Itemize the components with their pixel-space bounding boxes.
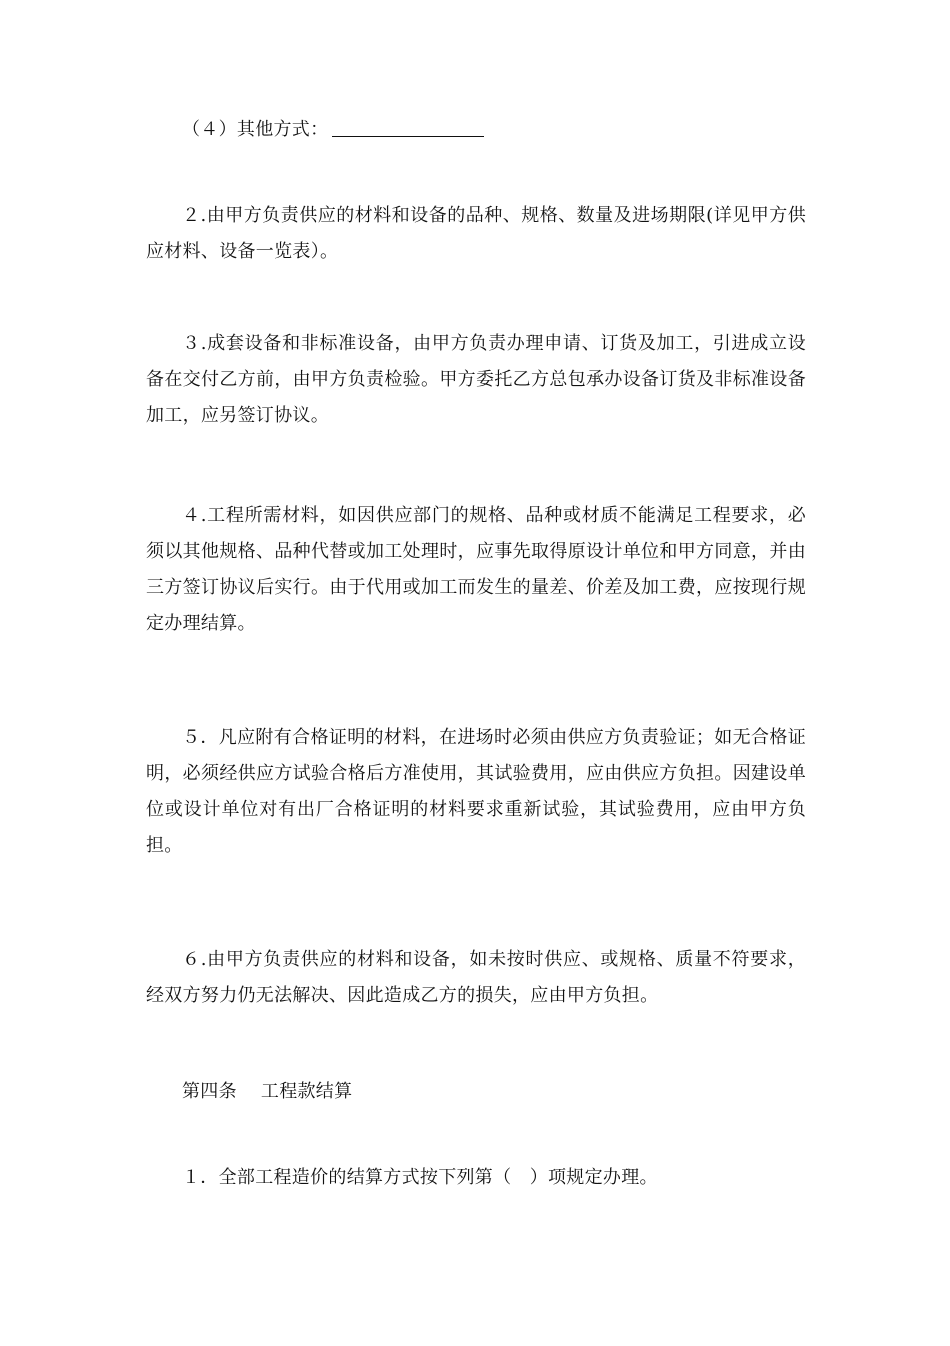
item-other-method [146, 112, 806, 148]
paragraph-2: ２.由甲方负责供应的材料和设备的品种、规格、数量及进场期限(详见甲方供应材料、设备一览表）。 [146, 205, 806, 262]
paragraph-6: ６.由甲方负责供应的材料和设备，如未按时供应、或规格、质量不符要求，经双方努力仍无法解决、因此造成乙方的损失，应由甲方负担。 [146, 949, 806, 1006]
paragraph-3: ３.成套设备和非标准设备，由甲方负责办理申请、订货及加工，引进成立设备在交付乙方前，由甲方负责检验。甲方委托乙方总包承办设备订货及非标准设备加工，应另签订协议。 [146, 333, 806, 426]
fill-in-blank-line [332, 118, 484, 137]
item-other-label: （４）其他方式： [182, 119, 329, 140]
article-4-heading [146, 1074, 806, 1110]
article-4-number: 第四条 [182, 1081, 237, 1102]
settlement-item-1: １．全部工程造价的结算方式按下列第（ ）项规定办理。 [182, 1167, 658, 1188]
paragraph-4: ４.工程所需材料，如因供应部门的规格、品种或材质不能满足工程要求，必须以其他规格、品种代替或加工处理时，应事先取得原设计单位和甲方同意，并由三方签订协议后实行。由于代用或加工而发生的量差、价差及加工费，应按现行规定办理结算。 [146, 505, 806, 634]
article-4-title: 工程款结算 [260, 1081, 353, 1102]
paragraph-5: ５．凡应附有合格证明的材料，在进场时必须由供应方负责验证；如无合格证明，必须经供应方试验合格后方准使用，其试验费用，应由供应方负担。因建设单位或设计单位对有出厂合格证明的材料要求重新试验，其试验费用，应由甲方负担。 [146, 727, 806, 856]
